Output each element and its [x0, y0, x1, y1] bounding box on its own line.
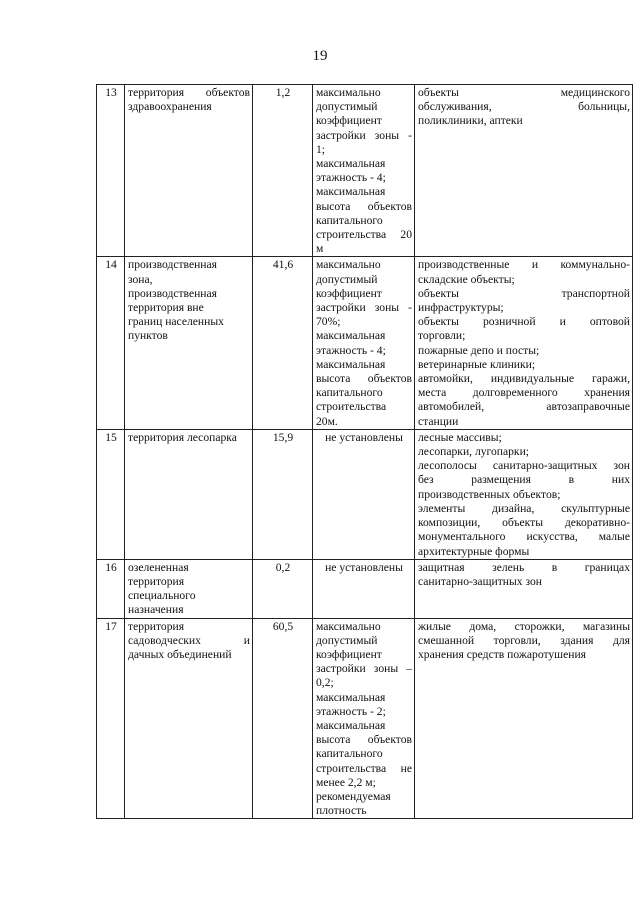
params-line: допустимый: [316, 633, 378, 647]
params-line: максимальная: [316, 718, 386, 732]
name-line: территория лесопарка: [128, 430, 237, 444]
params-line: менее 2,2 м;: [316, 775, 376, 789]
row-number-cell: 13: [97, 85, 125, 257]
name-line: зона,: [128, 272, 153, 286]
params-line: м: [316, 242, 324, 256]
params-line: плотность: [316, 804, 367, 818]
name-line: озелененная: [128, 560, 189, 574]
row-number-cell: 14: [97, 257, 125, 429]
name-line: здравоохранения: [128, 100, 212, 114]
uses-line: хранения средств пожаротушения: [418, 647, 586, 661]
uses-line: торговли;: [418, 329, 466, 343]
params-line: застройки зоны -: [316, 128, 412, 142]
table-row: [97, 257, 633, 429]
name-line: территория: [128, 574, 185, 588]
table-row: [97, 618, 633, 819]
uses-line: ветеринарные клиники;: [418, 357, 536, 371]
permitted-uses-cell: [415, 429, 633, 559]
parameters-cell: [313, 618, 415, 819]
params-line: коэффициент: [316, 286, 382, 300]
uses-line: инфраструктуры;: [418, 301, 504, 315]
table-row: [97, 559, 633, 618]
row-number-cell: 15: [97, 429, 125, 559]
params-line: застройки зоны -: [316, 301, 412, 315]
uses-line: архитектурные формы: [418, 544, 530, 558]
params-line: коэффициент: [316, 114, 382, 128]
zones-table: [96, 84, 633, 819]
area-cell: 15,9: [253, 429, 313, 559]
uses-line: композиции, объекты декоративно-: [418, 516, 630, 530]
uses-line: элементы дизайна, скульптурные: [418, 501, 630, 515]
zone-name-cell: [125, 257, 253, 429]
params-line: максимальная: [316, 329, 386, 343]
params-line: максимально: [316, 86, 381, 99]
permitted-uses-cell: [415, 618, 633, 819]
params-line: строительства: [316, 400, 387, 414]
params-line: допустимый: [316, 100, 378, 114]
params-line: высота объектов: [316, 733, 412, 747]
params-line: максимальная: [316, 690, 386, 704]
name-line: пунктов: [128, 329, 168, 343]
name-line: дачных объединений: [128, 647, 232, 661]
uses-line: места долговременного хранения: [418, 386, 630, 400]
name-line: специального: [128, 589, 196, 603]
uses-line: объекты розничной и оптовой: [418, 315, 630, 329]
params-line: не установлены: [325, 430, 403, 444]
uses-line: защитная зелень в границах: [418, 560, 630, 574]
params-line: этажность - 4;: [316, 343, 386, 357]
params-line: рекомендуемая: [316, 789, 391, 803]
params-line: высота объектов: [316, 199, 412, 213]
name-line: территория: [128, 619, 185, 633]
params-line: строительства не: [316, 761, 412, 775]
name-line: садоводческих и: [128, 633, 250, 647]
params-line: 20м.: [316, 414, 338, 428]
name-line: производственная: [128, 286, 217, 300]
zone-name-cell: [125, 618, 253, 819]
uses-line: лесополосы санитарно-защитных зон: [418, 459, 630, 473]
uses-line: складские объекты;: [418, 272, 515, 286]
parameters-cell: [313, 85, 415, 257]
uses-line: обслуживания, больницы,: [418, 100, 630, 114]
params-line: капитального: [316, 747, 383, 761]
row-number-cell: 17: [97, 618, 125, 819]
params-line: максимальная: [316, 185, 386, 199]
permitted-uses-cell: [415, 85, 633, 257]
uses-line: санитарно-защитных зон: [418, 574, 542, 588]
params-line: 0,2;: [316, 676, 334, 690]
parameters-cell: [313, 257, 415, 429]
uses-line: производственные и коммунально-: [418, 258, 630, 272]
area-cell: 41,6: [253, 257, 313, 429]
params-line: допустимый: [316, 272, 378, 286]
permitted-uses-cell: [415, 559, 633, 618]
params-line: коэффициент: [316, 647, 382, 661]
params-line: максимальная: [316, 357, 386, 371]
uses-line: лесопарки, лугопарки;: [418, 445, 529, 459]
parameters-cell: [313, 559, 415, 618]
uses-line: объекты транспортной: [418, 286, 630, 300]
page-number: 19: [312, 48, 328, 64]
uses-line: производственных объектов;: [418, 487, 561, 501]
parameters-cell: [313, 429, 415, 559]
uses-line: монументального искусства, малые: [418, 530, 630, 544]
params-line: этажность - 4;: [316, 171, 386, 185]
table-row: [97, 85, 633, 257]
params-line: максимальная: [316, 157, 386, 171]
uses-line: пожарные депо и посты;: [418, 343, 540, 357]
name-line: территория вне: [128, 301, 204, 315]
uses-line: жилые дома, сторожки, магазины: [418, 619, 630, 633]
params-line: капитального: [316, 386, 383, 400]
zone-name-cell: [125, 429, 253, 559]
params-line: 1;: [316, 142, 326, 156]
permitted-uses-cell: [415, 257, 633, 429]
uses-line: станции: [418, 414, 459, 428]
params-line: не установлены: [325, 560, 403, 574]
zones-table-body: [97, 85, 633, 819]
area-cell: 60,5: [253, 618, 313, 819]
params-line: 70%;: [316, 315, 341, 329]
uses-line: объекты медицинского: [418, 86, 630, 99]
area-cell: 1,2: [253, 85, 313, 257]
uses-line: автомойки, индивидуальные гаражи,: [418, 372, 630, 386]
area-cell: 0,2: [253, 559, 313, 618]
row-number-cell: 16: [97, 559, 125, 618]
params-line: строительства 20: [316, 228, 412, 242]
zone-name-cell: [125, 559, 253, 618]
uses-line: смешанной торговли, здания для: [418, 633, 630, 647]
params-line: этажность - 2;: [316, 704, 386, 718]
zone-name-cell: [125, 85, 253, 257]
name-line: назначения: [128, 603, 184, 617]
name-line: границ населенных: [128, 315, 224, 329]
uses-line: без размещения в них: [418, 473, 630, 487]
table-row: [97, 429, 633, 559]
uses-line: лесные массивы;: [418, 430, 502, 444]
uses-line: автомобилей, автозаправочные: [418, 400, 630, 414]
name-line: территория объектов: [128, 86, 250, 99]
params-line: застройки зоны –: [316, 662, 412, 676]
params-line: максимально: [316, 619, 381, 633]
params-line: капитального: [316, 213, 383, 227]
params-line: высота объектов: [316, 372, 412, 386]
name-line: производственная: [128, 258, 217, 272]
params-line: максимально: [316, 258, 381, 272]
uses-line: поликлиники, аптеки: [418, 114, 523, 128]
